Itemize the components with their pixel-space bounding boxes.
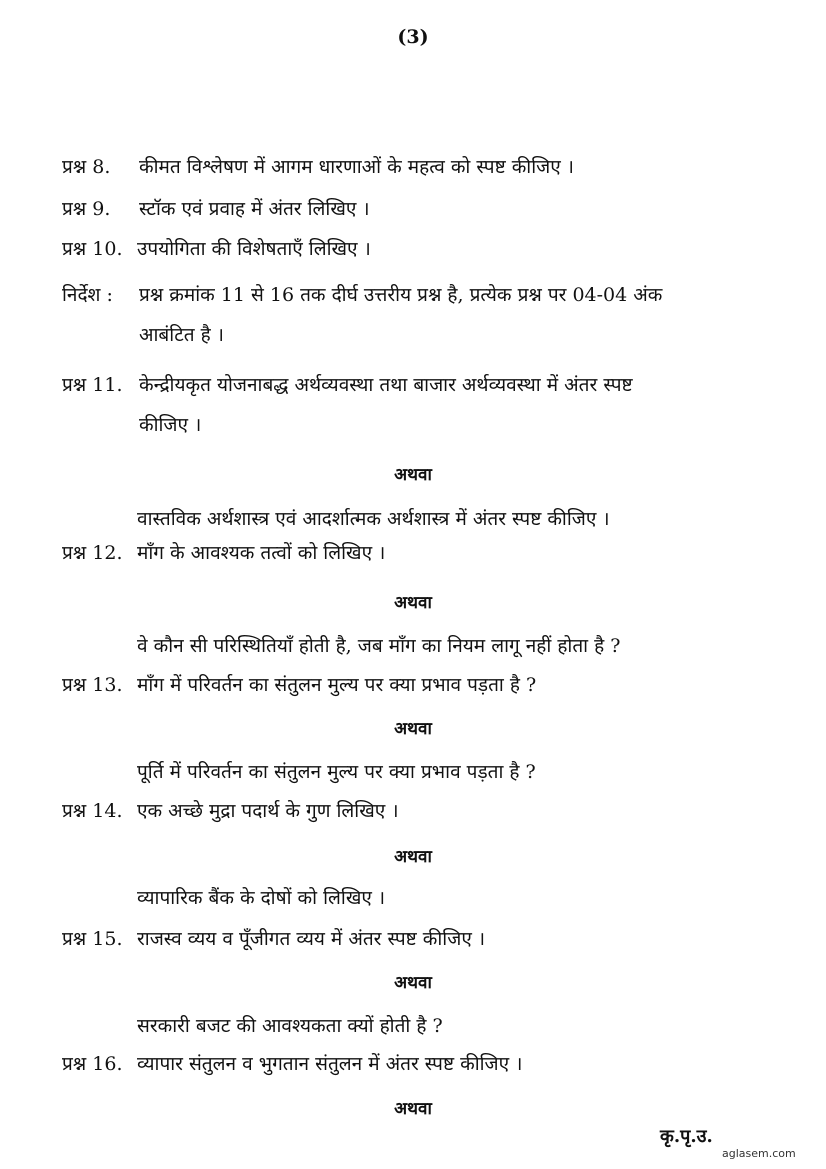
question-text: स्टॉक एवं प्रवाह में अंतर लिखिए । (139, 198, 370, 220)
question-label: प्रश्न 14. (62, 800, 123, 822)
or-divider: अथवा (394, 465, 432, 485)
question-text: माँग में परिवर्तन का संतुलन मुल्य पर क्या प्रभाव पड़ता है ? (137, 674, 537, 696)
question-text: एक अच्छे मुद्रा पदार्थ के गुण लिखिए । (137, 800, 399, 822)
or-divider: अथवा (394, 973, 432, 993)
question-label: प्रश्न 16. (62, 1053, 123, 1075)
alternate-question: पूर्ति में परिवर्तन का संतुलन मुल्य पर क्या प्रभाव पड़ता है ? (137, 761, 536, 783)
instruction-text-cont: आबंटित है । (139, 324, 224, 346)
question-label: प्रश्न 12. (62, 542, 123, 564)
page-number: (3) (397, 26, 429, 48)
question-text: केन्द्रीयकृत योजनाबद्ध अर्थव्यवस्था तथा बाजार अर्थव्यवस्था में अंतर स्पष्ट (139, 374, 633, 396)
question-label: प्रश्न 10. (62, 238, 123, 260)
question-text: राजस्व व्यय व पूँजीगत व्यय में अंतर स्पष्ट कीजिए । (137, 928, 486, 950)
or-divider: अथवा (394, 1099, 432, 1119)
alternate-question: सरकारी बजट की आवश्यकता क्यों होती है ? (137, 1015, 443, 1037)
question-text-cont: कीजिए । (139, 414, 202, 436)
please-turn-over: कृ.पृ.उ. (660, 1126, 713, 1147)
or-divider: अथवा (394, 593, 432, 613)
question-text: माँग के आवश्यक तत्वों को लिखिए । (137, 542, 386, 564)
question-label: प्रश्न 11. (62, 374, 123, 396)
or-divider: अथवा (394, 847, 432, 867)
question-label: प्रश्न 15. (62, 928, 123, 950)
question-label: प्रश्न 13. (62, 674, 123, 696)
question-label: प्रश्न 8. (62, 156, 111, 178)
alternate-question: वे कौन सी परिस्थितियाँ होती है, जब माँग का नियम लागू नहीं होता है ? (137, 635, 621, 657)
question-label: प्रश्न 9. (62, 198, 111, 220)
instruction-label: निर्देश : (62, 284, 113, 306)
alternate-question: वास्तविक अर्थशास्त्र एवं आदर्शात्मक अर्थशास्त्र में अंतर स्पष्ट कीजिए । (137, 508, 610, 530)
question-text: कीमत विश्लेषण में आगम धारणाओं के महत्व को स्पष्ट कीजिए । (139, 156, 574, 178)
instruction-text: प्रश्न क्रमांक 11 से 16 तक दीर्घ उत्तरीय प्रश्न है, प्रत्येक प्रश्न पर 04-04 अंक (139, 284, 663, 306)
alternate-question: व्यापारिक बैंक के दोषों को लिखिए । (137, 887, 386, 909)
question-text: व्यापार संतुलन व भुगतान संतुलन में अंतर स्पष्ट कीजिए । (137, 1053, 523, 1075)
or-divider: अथवा (394, 719, 432, 739)
website-watermark: aglasem.com (722, 1147, 796, 1160)
question-text: उपयोगिता की विशेषताएँ लिखिए । (137, 238, 371, 260)
